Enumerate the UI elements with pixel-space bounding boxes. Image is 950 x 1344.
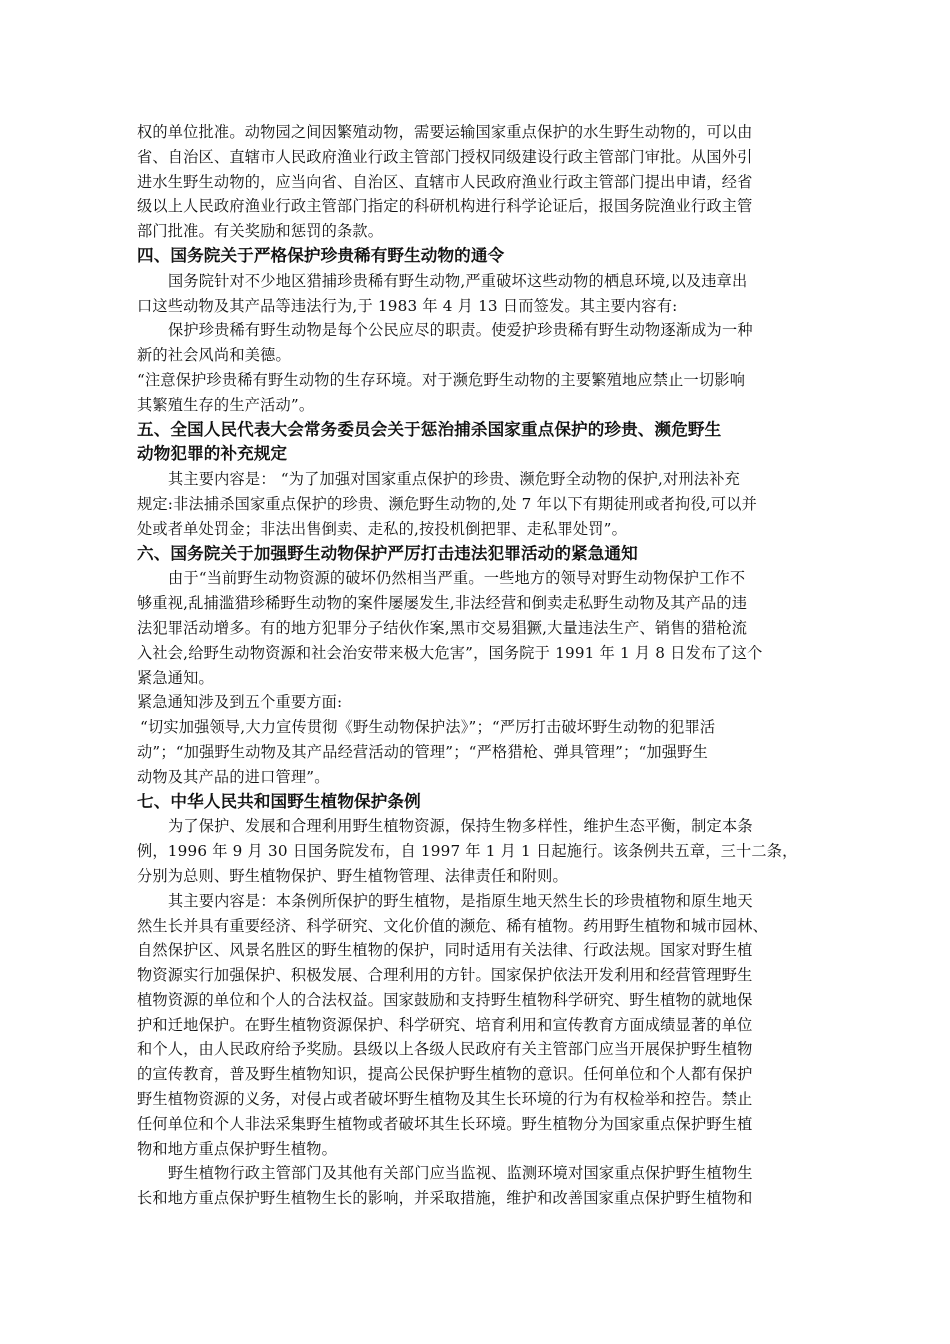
- paragraph-line: 其主要内容是：本条例所保护的野生植物，是指原生地天然生长的珍贵植物和原生地天: [168, 891, 753, 910]
- paragraph-line: 够重视,乱捕滥猎珍稀野生动物的案件屡屡发生,非法经营和倒卖走私野生动物及其产品的违: [137, 594, 748, 613]
- paragraph-line: 权的单位批准。动物园之间因繁殖动物，需要运输国家重点保护的水生野生动物的，可以由: [137, 123, 753, 141]
- section-heading: 四、国务院关于严格保护珍贵稀有野生动物的通令: [137, 245, 505, 265]
- paragraph-line: 例，1996 年 9 月 30 日国务院发布，自 1997 年 1 月 1 日起施行。该条例共五章，三十二条，: [137, 842, 798, 861]
- paragraph-line: 然生长并具有重要经济、科学研究、文化价值的濒危、稀有植物。药用野生植物和城市园林、: [137, 916, 768, 935]
- document-page: [137, 120, 817, 1211]
- paragraph-line: 级以上人民政府渔业行政主管部门指定的科研机构进行科学论证后，报国务院渔业行政主管: [137, 197, 753, 216]
- paragraph-line: 由于“当前野生动物资源的破坏仍然相当严重。一些地方的领导对野生动物保护工作不: [168, 569, 746, 588]
- paragraph-line: 法犯罪活动增多。有的地方犯罪分子结伙作案,黑市交易猖獗,大量违法生产、销售的猎枪流: [137, 618, 748, 637]
- paragraph-line: 动”；“加强野生动物及其产品经营活动的管理”；“严格猎枪、弹具管理”；“加强野生: [137, 742, 708, 761]
- paragraph-line: 其主要内容是： “为了加强对国家重点保护的珍贵、濒危野全动物的保护,对刑法补充: [168, 470, 740, 489]
- paragraph-line: 其繁殖生存的生产活动”。: [137, 395, 315, 414]
- paragraph-line: 护和迁地保护。在野生植物资源保护、科学研究、培育利用和宣传教育方面成绩显著的单位: [137, 1015, 753, 1034]
- paragraph-line: 分别为总则、野生植物保护、野生植物管理、法律责任和附则。: [137, 866, 568, 885]
- paragraph-line: “切实加强领导,大力宣传贯彻《野生动物保护法》”；“严厉打击破坏野生动物的犯罪活: [140, 718, 716, 737]
- paragraph-line: 野生植物资源的义务，对侵占或者破坏野生植物及其生长环境的行为有权检举和控告。禁止: [137, 1090, 753, 1109]
- paragraph-line: 省、自治区、直辖市人民政府渔业行政主管部门授权同级建设行政主管部门审批。从国外引: [137, 147, 753, 166]
- paragraph-line: 任何单位和个人非法采集野生植物或者破坏其生长环境。野生植物分为国家重点保护野生植: [137, 1114, 753, 1133]
- paragraph-line: 物和地方重点保护野生植物。: [137, 1139, 338, 1158]
- paragraph-line: 新的社会风尚和美德。: [137, 346, 291, 365]
- paragraph-line: 植物资源的单位和个人的合法权益。国家鼓励和支持野生植物科学研究、野生植物的就地保: [137, 990, 753, 1009]
- paragraph-line: 处或者单处罚金；非法出售倒卖、走私的,按投机倒把罪、走私罪处罚”。: [137, 519, 628, 538]
- paragraph-line: 野生植物行政主管部门及其他有关部门应当监视、监测环境对国家重点保护野生植物生: [168, 1164, 753, 1183]
- paragraph-line: “注意保护珍贵稀有野生动物的生存环境。对于濒危野生动物的主要繁殖地应禁止一切影响: [137, 370, 746, 389]
- paragraph-line: 保护珍贵稀有野生动物是每个公民应尽的职责。使爱护珍贵稀有野生动物逐渐成为一种: [168, 321, 753, 340]
- paragraph-line: 部门批准。有关奖励和惩罚的条款。: [137, 222, 384, 241]
- paragraph-line: 紧急通知。: [137, 668, 214, 687]
- paragraph-line: 国务院针对不少地区猎捕珍贵稀有野生动物,严重破坏这些动物的栖息环境,以及违章出: [168, 271, 748, 290]
- paragraph-line: 动物及其产品的进口管理”。: [137, 767, 330, 786]
- paragraph-line: 口这些动物及其产品等违法行为,于 1983 年 4 月 13 日而签发。其主要内容有:: [137, 296, 678, 315]
- paragraph-line: 规定:非法捕杀国家重点保护的珍贵、濒危野生动物的,处 7 年以下有期徒刑或者拘役,可以并: [137, 494, 758, 513]
- section-heading: 五、全国人民代表大会常务委员会关于惩治捕杀国家重点保护的珍贵、濒危野生: [137, 419, 722, 439]
- paragraph-line: 进水生野生动物的，应当向省、自治区、直辖市人民政府渔业行政主管部门提出申请，经省: [137, 172, 753, 191]
- section-heading: 动物犯罪的补充规定: [137, 444, 288, 464]
- paragraph-line: 和个人，由人民政府给予奖励。县级以上各级人民政府有关主管部门应当开展保护野生植物: [137, 1040, 753, 1059]
- section-heading: 六、国务院关于加强野生动物保护严厉打击违法犯罪活动的紧急通知: [137, 543, 638, 563]
- paragraph-line: 物资源实行加强保护、积极发展、合理利用的方针。国家保护依法开发利用和经营管理野生: [137, 966, 753, 985]
- paragraph-line: 的宣传教育，普及野生植物知识，提高公民保护野生植物的意识。任何单位和个人都有保护: [137, 1065, 753, 1084]
- paragraph-line: 紧急通知涉及到五个重要方面:: [137, 693, 343, 712]
- paragraph-line: 自然保护区、风景名胜区的野生植物的保护，同时适用有关法律、行政法规。国家对野生植: [137, 941, 753, 960]
- paragraph-line: 入社会,给野生动物资源和社会治安带来极大危害”，国务院于 1991 年 1 月 8 日发布了这个: [137, 643, 763, 662]
- paragraph-line: 长和地方重点保护野生植物生长的影响，并采取措施，维护和改善国家重点保护野生植物和: [137, 1189, 753, 1208]
- paragraph-line: 为了保护、发展和合理利用野生植物资源，保持生物多样性，维护生态平衡，制定本条: [168, 817, 753, 836]
- section-heading: 七、中华人民共和国野生植物保护条例: [137, 791, 421, 811]
